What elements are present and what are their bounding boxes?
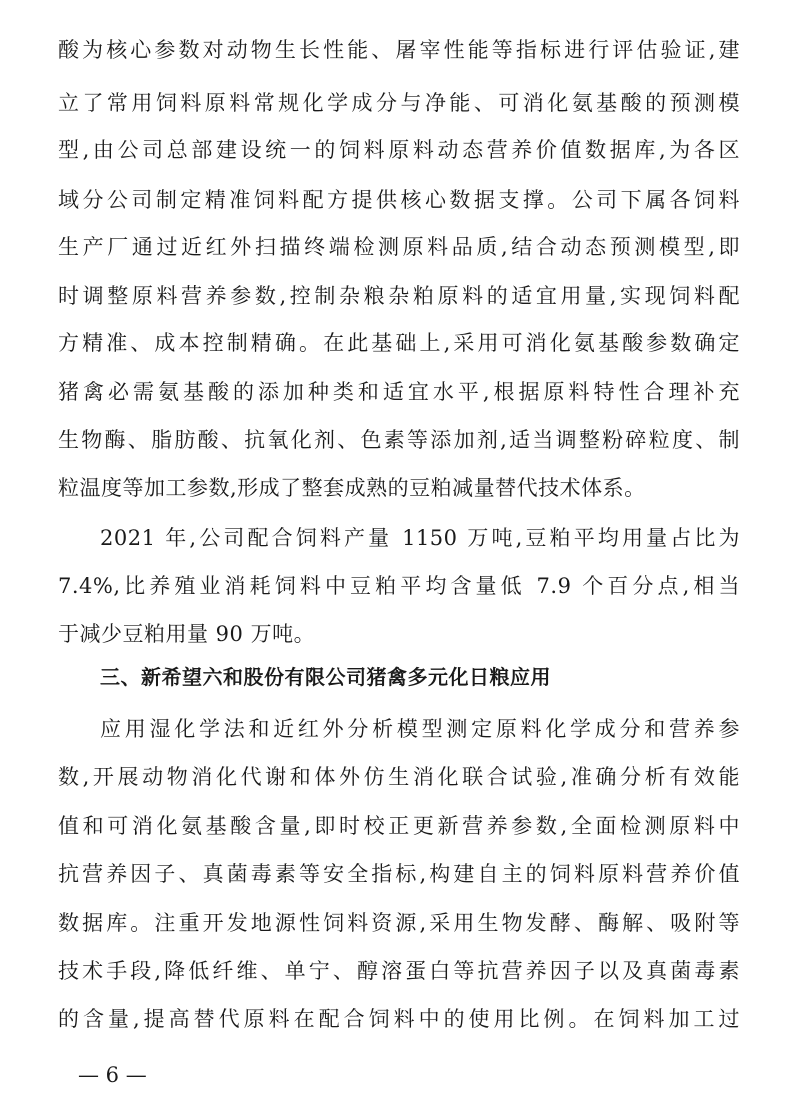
paragraph-line: 生产厂通过近红外扫描终端检测原料品质,结合动态预测模型,即 [58,235,740,259]
section-heading: 三、新希望六和股份有限公司猪禽多元化日粮应用 [100,665,551,689]
paragraph-line: 的含量,提高替代原料在配合饲料中的使用比例。在饲料加工过 [58,1007,740,1031]
paragraph-line: 方精准、成本控制精确。在此基础上,采用可消化氨基酸参数确定 [58,331,740,355]
paragraph-line: 生物酶、脂肪酸、抗氧化剂、色素等添加剂,适当调整粉碎粒度、制 [58,428,740,452]
paragraph-line: 于减少豆粕用量 90 万吨。 [58,622,316,646]
paragraph-line: 立了常用饲料原料常规化学成分与净能、可消化氨基酸的预测模 [58,91,740,115]
paragraph-line: 粒温度等加工参数,形成了整套成熟的豆粕减量替代技术体系。 [58,476,646,500]
paragraph-line: 2021 年,公司配合饲料产量 1150 万吨,豆粕平均用量占比为 [100,526,740,550]
paragraph-line: 7.4%,比养殖业消耗饲料中豆粕平均含量低 7.9 个百分点,相当 [58,574,740,598]
page-number: — 6 — [78,1063,147,1087]
paragraph-line: 型,由公司总部建设统一的饲料原料动态营养价值数据库,为各区 [58,138,740,162]
paragraph-line: 时调整原料营养参数,控制杂粮杂粕原料的适宜用量,实现饲料配 [58,284,740,308]
paragraph-line: 猪禽必需氨基酸的添加种类和适宜水平,根据原料特性合理补充 [58,380,740,404]
paragraph-line: 域分公司制定精准饲料配方提供核心数据支撑。公司下属各饲料 [58,188,740,212]
paragraph-line: 应用湿化学法和近红外分析模型测定原料化学成分和营养参 [100,717,740,741]
paragraph-line: 抗营养因子、真菌毒素等安全指标,构建自主的饲料原料营养价值 [58,862,740,886]
paragraph-line: 技术手段,降低纤维、单宁、醇溶蛋白等抗营养因子以及真菌毒素 [58,959,740,983]
paragraph-line: 值和可消化氨基酸含量,即时校正更新营养参数,全面检测原料中 [58,814,740,838]
paragraph-line: 数据库。注重开发地源性饲料资源,采用生物发酵、酶解、吸附等 [58,911,740,935]
paragraph-line: 数,开展动物消化代谢和体外仿生消化联合试验,准确分析有效能 [58,765,740,789]
paragraph-line: 酸为核心参数对动物生长性能、屠宰性能等指标进行评估验证,建 [58,38,740,62]
